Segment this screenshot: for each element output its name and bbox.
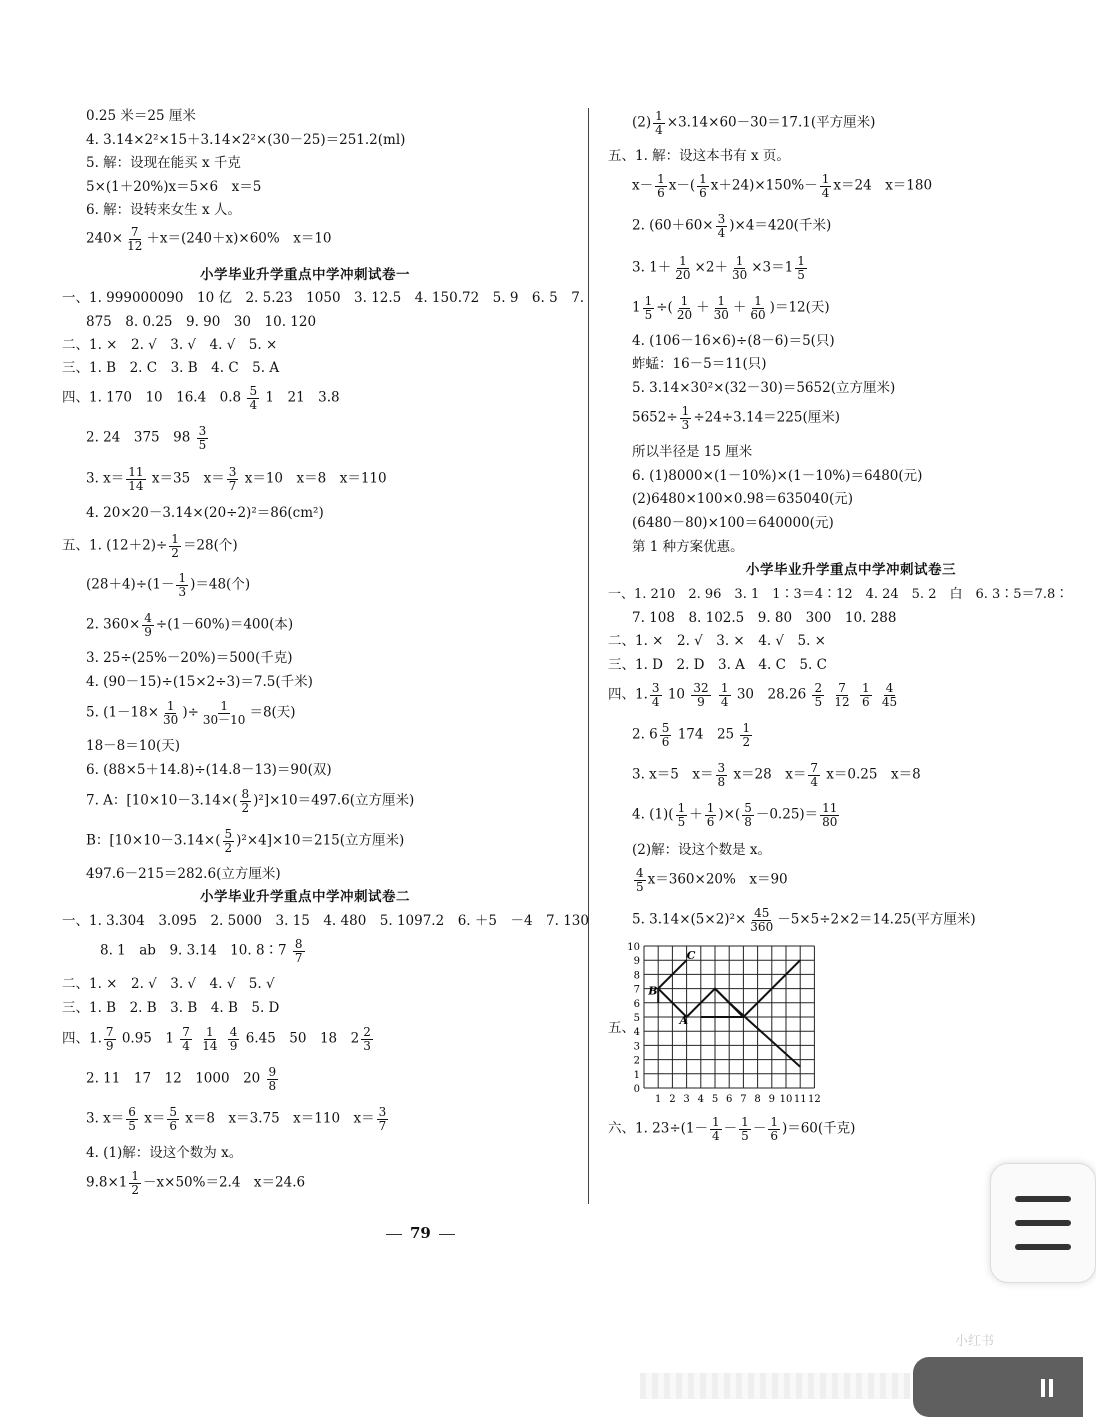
answer-line: 6. 解：设转来女生 x 人。 bbox=[86, 202, 241, 218]
answer-line: 2. 24 375 98 $\frac{3}{5}$ bbox=[86, 424, 207, 452]
answer-line: 3. x＝ $\frac{6}{5}$ x＝ $\frac{5}{6}$ x＝8 x＝3.75 x＝110 x＝ $\frac{3}{7}$ bbox=[86, 1105, 387, 1133]
answer-line: 5652÷ $\frac{1}{3}$ ÷24÷3.14＝225(厘米) bbox=[632, 404, 840, 432]
answer-line: 7. A：[10×10－3.14×( $\frac{8}{2}$ )²]×10＝497.6(立方厘米) bbox=[86, 787, 415, 815]
answer-line: 三、1. B 2. C 3. B 4. C 5. A bbox=[62, 360, 280, 376]
answer-line: 4. (90－15)÷(15×2÷3)＝7.5(千米) bbox=[86, 674, 313, 690]
answer-line: 五、1. (12＋2)÷ $\frac{1}{2}$ ＝28(个) bbox=[62, 532, 238, 560]
menu-button[interactable] bbox=[990, 1163, 1096, 1283]
answer-line: 二、1. × 2. √ 3. × 4. √ 5. × bbox=[608, 633, 826, 649]
section-title: 小学毕业升学重点中学冲刺试卷一 bbox=[200, 267, 410, 283]
y-tick-label: 7 bbox=[633, 984, 640, 996]
answer-line: 六、1. 23÷(1－ $\frac{1}{4}$ － $\frac{1}{5}$ － $\frac{1}{6}$ )＝60(千克) bbox=[608, 1115, 856, 1143]
answer-line: 二、1. × 2. √ 3. √ 4. √ 5. × bbox=[62, 337, 278, 353]
answer-line: 5. 3.14×(5×2)²× $\frac{45}{360}$ －5×5÷2×2＝14.25(平方厘米) bbox=[632, 906, 976, 934]
x-tick-label: 12 bbox=[808, 1094, 821, 1105]
coordinate-grid bbox=[608, 942, 828, 1110]
y-tick-label: 0 bbox=[633, 1084, 640, 1095]
x-tick-label: 3 bbox=[683, 1094, 690, 1105]
answer-line: 第 1 种方案优惠。 bbox=[632, 539, 744, 555]
answer-line: 5. 解：设现在能买 x 千克 bbox=[86, 155, 241, 171]
answer-line: 6. (88×5＋14.8)÷(14.8－13)＝90(双) bbox=[86, 762, 332, 778]
answer-line: $\frac{4}{5}$ x＝360×20% x＝90 bbox=[636, 866, 788, 894]
watermark-logo: 小红书 bbox=[955, 1334, 995, 1349]
page-number: 79 bbox=[378, 1224, 463, 1242]
y-tick-label: 4 bbox=[633, 1027, 640, 1039]
y-tick-label: 2 bbox=[633, 1055, 640, 1067]
progress-strip bbox=[640, 1373, 910, 1399]
figure-line bbox=[729, 1003, 800, 1067]
answer-line: 所以半径是 15 厘米 bbox=[632, 444, 753, 460]
x-tick-label: 1 bbox=[655, 1094, 662, 1105]
menu-icon bbox=[1015, 1244, 1071, 1250]
x-tick-label: 9 bbox=[768, 1094, 775, 1105]
answer-line: B：[10×10－3.14×( $\frac{5}{2}$ )²×4]×10＝215(立方厘米) bbox=[86, 827, 405, 855]
point-label: C bbox=[686, 948, 696, 962]
answer-line: 2. 360× $\frac{4}{9}$ ÷(1－60%)＝400(本) bbox=[86, 611, 294, 639]
answer-line: 6. (1)8000×(1－10%)×(1－10%)＝6480(元) bbox=[632, 468, 923, 484]
x-tick-label: 5 bbox=[711, 1094, 719, 1105]
column-divider bbox=[588, 108, 589, 1204]
point-label: B bbox=[648, 984, 658, 998]
answer-line: 5. 3.14×30²×(32－30)＝5652(立方厘米) bbox=[632, 380, 896, 396]
answer-line: 0.25 米＝25 厘米 bbox=[86, 108, 196, 124]
answer-line: 4. 20×20－3.14×(20÷2)²＝86(cm²) bbox=[86, 505, 324, 521]
answer-line: 一、1. 999000090 10 亿 2. 5.23 1050 3. 12.5 4. 150.72 5. 9 6. 5 7. bbox=[62, 290, 585, 306]
answer-line: (2)6480×100×0.98＝635040(元) bbox=[632, 491, 853, 507]
answer-line: 四、1. $\frac{3}{4}$ 10 $\frac{32}{9}$ $\frac{1}{4}$ 30 28.26 $\frac{2}{5}$ $\frac{7}{12}$ $\frac{1}{6}$ $\frac{4}{45}$ bbox=[608, 681, 898, 709]
answer-line: (2) $\frac{1}{4}$ ×3.14×60－30＝17.1(平方厘米) bbox=[632, 109, 876, 137]
answer-line: 240× $\frac{7}{12}$ ＋x＝(240＋x)×60% x＝10 bbox=[86, 225, 332, 253]
bottom-control-bar[interactable] bbox=[913, 1357, 1083, 1417]
section-title: 小学毕业升学重点中学冲刺试卷三 bbox=[746, 562, 956, 578]
menu-icon bbox=[1015, 1220, 1071, 1226]
y-tick-label: 10 bbox=[627, 942, 640, 953]
answer-line: 5×(1＋20%)x＝5×6 x＝5 bbox=[86, 179, 262, 195]
answer-line: 蚱蜢：16－5＝11(只) bbox=[632, 356, 767, 372]
answer-line: 四、1. $\frac{7}{9}$ 0.95 1 $\frac{7}{4}$ $\frac{1}{14}$ $\frac{4}{9}$ 6.45 50 18 2 $\frac{2}{3}$ bbox=[62, 1025, 371, 1053]
answer-line: 三、1. B 2. B 3. B 4. B 5. D bbox=[62, 1000, 280, 1016]
answer-line: 四、1. 170 10 16.4 0.8 $\frac{5}{4}$ 1 21 3.8 bbox=[62, 384, 340, 412]
x-tick-label: 2 bbox=[669, 1094, 676, 1105]
answer-line: 5. (1－18× $\frac{1}{30}$ )÷ $\frac{1}{30-10}$ ＝8(天) bbox=[86, 699, 296, 727]
answer-line: 2. (60＋60× $\frac{3}{4}$ )×4＝420(千米) bbox=[632, 212, 832, 240]
answer-line: 4. (106－16×6)÷(8－6)＝5(只) bbox=[632, 333, 835, 349]
answer-line: 875 8. 0.25 9. 90 30 10. 120 bbox=[86, 314, 317, 330]
answer-line: 4. 3.14×2²×15＋3.14×2²×(30－25)＝251.2(ml) bbox=[86, 132, 406, 148]
answer-line: 497.6－215＝282.6(立方厘米) bbox=[86, 866, 281, 882]
x-tick-label: 6 bbox=[726, 1094, 733, 1105]
answer-line: 3. x＝5 x＝ $\frac{3}{8}$ x＝28 x＝ $\frac{7}{4}$ x＝0.25 x＝8 bbox=[632, 761, 921, 789]
answer-line: 五、1. 解：设这本书有 x 页。 bbox=[608, 148, 790, 164]
answer-line: 2. 11 17 12 1000 20 $\frac{9}{8}$ bbox=[86, 1065, 277, 1093]
answer-line: 1 $\frac{1}{5}$ ÷( $\frac{1}{20}$ ＋ $\frac{1}{30}$ ＋ $\frac{1}{60}$ )＝12(天) bbox=[632, 294, 830, 322]
answer-line: (2)解：设这个数是 x。 bbox=[632, 842, 772, 858]
answer-line: 五、 bbox=[608, 1020, 635, 1036]
section-title: 小学毕业升学重点中学冲刺试卷二 bbox=[200, 889, 410, 905]
y-tick-label: 9 bbox=[633, 956, 640, 968]
x-tick-label: 10 bbox=[779, 1094, 793, 1105]
x-tick-label: 11 bbox=[793, 1094, 807, 1105]
answer-line: 7. 108 8. 102.5 9. 80 300 10. 288 bbox=[632, 610, 897, 626]
answer-line: (28＋4)÷(1－ $\frac{1}{3}$ )＝48(个) bbox=[86, 571, 251, 599]
y-tick-label: 5 bbox=[633, 1013, 640, 1024]
answer-line: 4. (1)( $\frac{1}{5}$ ＋ $\frac{1}{6}$ )×( $\frac{5}{8}$ －0.25)＝ $\frac{11}{80}$ bbox=[632, 801, 838, 829]
y-tick-label: 3 bbox=[633, 1041, 640, 1053]
y-tick-label: 6 bbox=[633, 998, 640, 1010]
answer-line: 2. 6 $\frac{5}{6}$ 174 25 $\frac{1}{2}$ bbox=[632, 721, 751, 749]
answer-line: 4. (1)解：设这个数为 x。 bbox=[86, 1145, 243, 1161]
answer-line: (6480－80)×100＝640000(元) bbox=[632, 515, 834, 531]
point-label: A bbox=[679, 1014, 689, 1028]
answer-line: x－ $\frac{1}{6}$ x－( $\frac{1}{6}$ x＋24)×150%－ $\frac{1}{4}$ x＝24 x＝180 bbox=[632, 172, 933, 200]
pause-icon bbox=[1041, 1379, 1045, 1397]
answer-line: 三、1. D 2. D 3. A 4. C 5. C bbox=[608, 657, 827, 673]
answer-line: 3. 25÷(25%－20%)＝500(千克) bbox=[86, 650, 293, 666]
answer-line: 二、1. × 2. √ 3. √ 4. √ 5. √ bbox=[62, 976, 275, 992]
answer-line: 3. x＝ $\frac{11}{14}$ x＝35 x＝ $\frac{3}{7}$ x＝10 x＝8 x＝110 bbox=[86, 465, 387, 493]
x-tick-label: 8 bbox=[754, 1094, 761, 1105]
answer-line: 9.8×1 $\frac{1}{2}$ －x×50%＝2.4 x＝24.6 bbox=[86, 1169, 306, 1197]
y-tick-label: 1 bbox=[633, 1069, 640, 1081]
answer-line: 一、1. 3.304 3.095 2. 5000 3. 15 4. 480 5. 1097.2 6. ＋5 －4 7. 130 bbox=[62, 913, 589, 929]
answer-line: 18－8＝10(天) bbox=[86, 738, 180, 754]
answer-line: 一、1. 210 2. 96 3. 1 1∶3＝4∶12 4. 24 5. 2 白 6. 3∶5＝7.8∶ bbox=[608, 587, 1069, 602]
answer-line: 3. 1＋ $\frac{1}{20}$ ×2＋ $\frac{1}{30}$ ×3＝1 $\frac{1}{5}$ bbox=[632, 254, 805, 282]
x-tick-label: 4 bbox=[697, 1094, 704, 1105]
grid-figure bbox=[608, 942, 828, 1114]
menu-icon bbox=[1015, 1196, 1071, 1202]
x-tick-label: 7 bbox=[740, 1094, 747, 1105]
y-tick-label: 8 bbox=[633, 970, 640, 982]
answer-line: 8. 1 ab 9. 3.14 10. 8∶7 $\frac{8}{7}$ bbox=[100, 937, 303, 965]
